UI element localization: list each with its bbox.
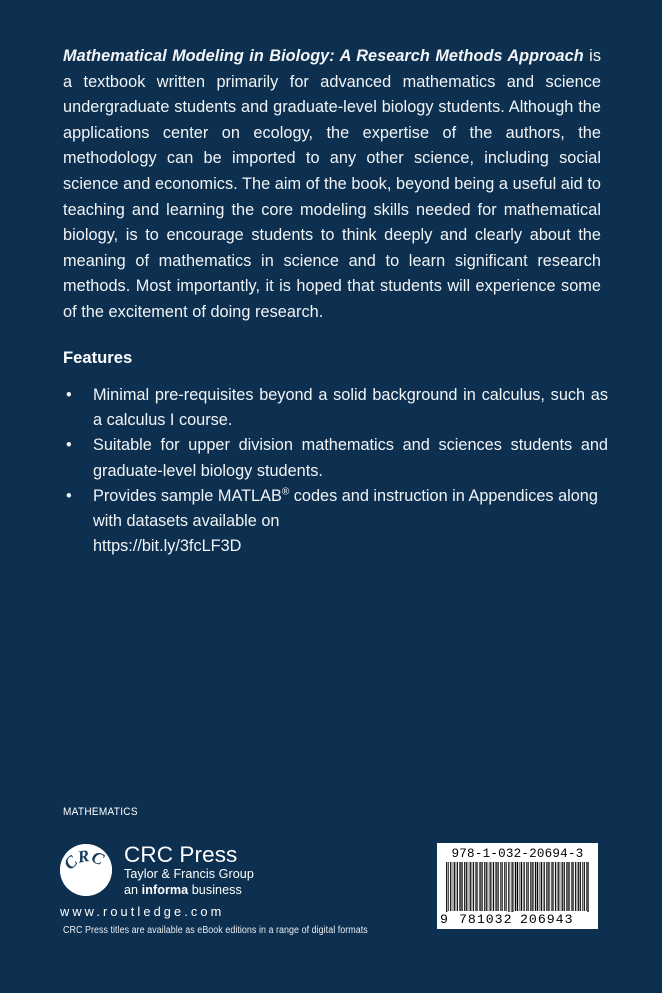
features-heading: Features — [63, 348, 133, 367]
list-item-text — [93, 484, 608, 560]
ean-digit-group-1: 9 — [440, 912, 448, 927]
list-item — [63, 484, 608, 560]
matlab-text-before: Provides sample MATLAB — [93, 486, 282, 505]
informa-suffix: business — [188, 882, 242, 897]
isbn-number-text: 978-1-032-20694-3 — [451, 847, 584, 861]
publisher-text-lines — [124, 842, 254, 898]
blurb-paragraph — [63, 44, 601, 326]
ean-digit-group-3: 206943 — [520, 912, 574, 927]
publisher-website-url[interactable]: www.routledge.com — [60, 904, 225, 919]
publisher-group: Taylor & Francis Group — [124, 867, 254, 881]
ean-digits — [437, 912, 598, 928]
ean-digit-group-2: 781032 — [459, 912, 513, 927]
blurb-body-text: is a textbook written primarily for advanced mathematics and science undergraduate students and graduate-level biology students. Although the applications center on ecology, the expertise of the authors, the methodology can be imported to any other science, including social science and economics. The aim of the book, beyond being a useful aid to teaching and learning the core modeling skills needed for mathematical biology, is to encourage students to think deeply and clearly about the meaning of mathematics in science and to learn significant research methods. Most importantly, it is hoped that students will experience some of the excitement of doing research. — [63, 47, 601, 321]
registered-mark-icon: ® — [281, 486, 290, 498]
features-list — [63, 383, 608, 559]
publisher-informa-line — [124, 883, 254, 899]
dataset-link[interactable]: https://bit.ly/3fcLF3D — [93, 537, 242, 556]
list-item-text: Minimal pre-requisites beyond a solid background in calculus, such as a calculus I course. — [93, 386, 608, 430]
publisher-block — [60, 842, 320, 922]
svg-text:CRC: CRC — [60, 846, 107, 874]
matlab-text-after: codes and instruction in Appendices along with datasets available on — [93, 486, 598, 531]
bullet-icon: • — [66, 486, 72, 505]
barcode-bars — [446, 862, 589, 912]
informa-brand: informa — [141, 882, 189, 897]
ebook-availability-note: CRC Press titles are available as eBook editions in a range of digital formats — [63, 925, 368, 936]
list-item — [63, 433, 608, 483]
isbn-barcode — [437, 843, 598, 929]
bullet-icon: • — [66, 436, 72, 455]
subject-category-label: MATHEMATICS — [63, 806, 138, 818]
crc-logo-icon — [60, 844, 112, 896]
bullet-icon: • — [66, 386, 72, 404]
book-title-run: Mathematical Modeling in Biology: A Research Methods Approach — [63, 47, 584, 65]
informa-prefix: an — [124, 882, 142, 897]
list-item-text: Suitable for upper division mathematics and sciences students and graduate-level biology students. — [93, 436, 608, 480]
publisher-name: CRC Press — [124, 842, 238, 867]
list-item — [63, 383, 608, 433]
